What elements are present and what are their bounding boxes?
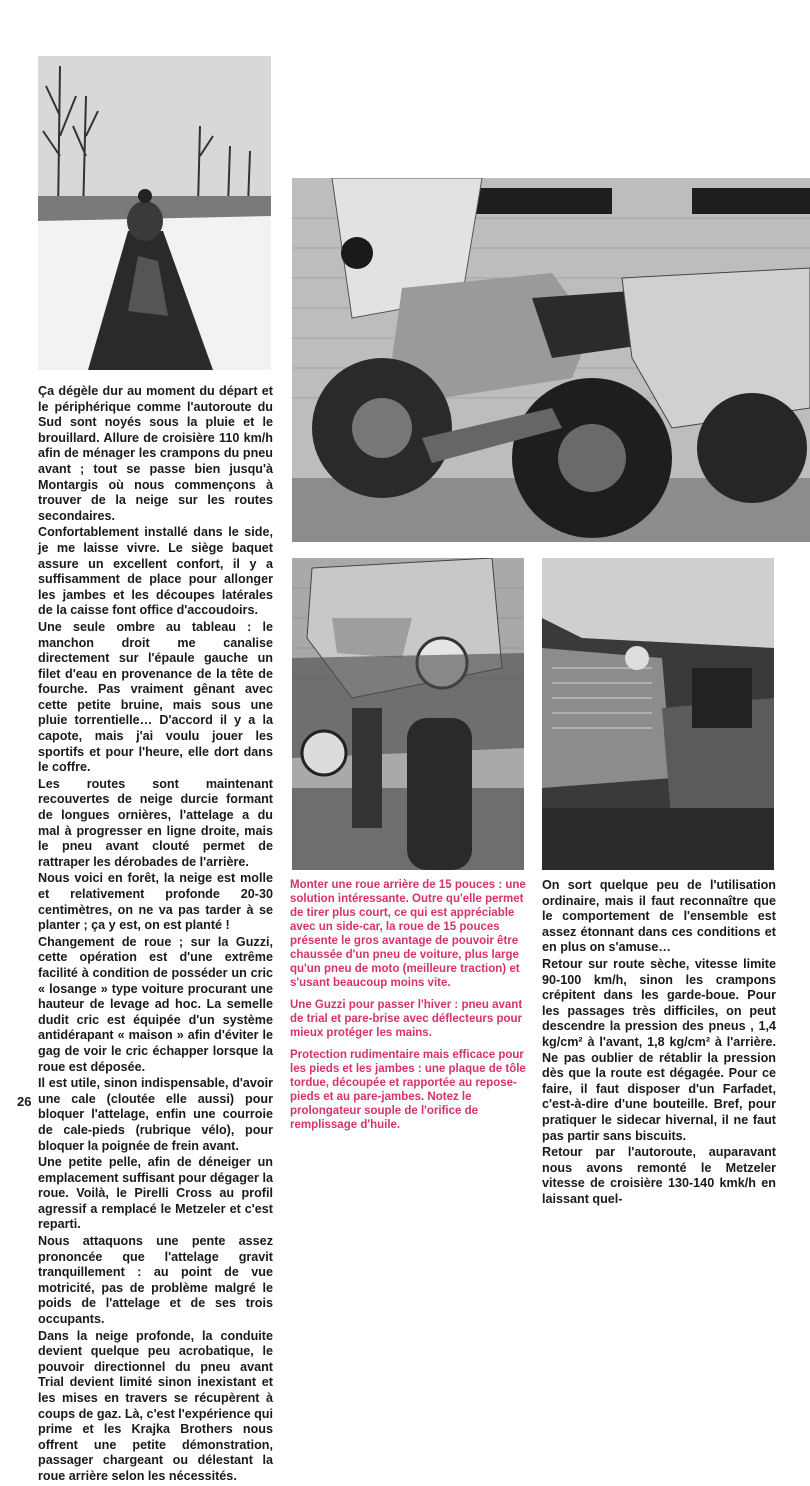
page-number: 26 [17,1094,32,1109]
caption-leg-protection: Protection rudimentaire mais efficace pour les pieds et les jambes : une plaque de tôle tordue, découpée et rapportée au repose-pieds et au pare-jambes. Notez le prolongateur souple de l'orifice de remplissage d'huile. [290,1049,526,1131]
photo-guzzi-engine [542,558,774,870]
left-text-column [38,384,273,1486]
paragraph: Nous voici en forêt, la neige est molle et relativement profonde 20-30 centimètres, on ne va pas tarder à se planter ; ça y est, on est planté ! [38,871,273,933]
photo-captions [290,878,526,1140]
photo-snow-road [38,56,271,370]
photo-guzzi-front [292,558,524,870]
right-text-column [542,878,776,1208]
paragraph: Changement de roue ; sur la Guzzi, cette opération est d'une extrême facilité à condition de posséder un cric « losange » type voiture procurant une hauteur de levage ad hoc. La semelle dudit cric est équipée d'un système antidérapant « maison » afin d'éviter le gag de voir le cric échapper lorsque la roue est déposée. [38,934,273,1074]
paragraph: Nous attaquons une pente assez prononcée que l'attelage gravit tranquillement : au point de vue motricité, pas de problème malgré le poids de l'attelage et de ses trois occupants. [38,1234,273,1327]
caption-rear-wheel: Monter une roue arrière de 15 pouces : une solution intéressante. Outre qu'elle permet de tirer plus court, ce qui est appréciable avec un side-car, la roue de 15 pouces présente le gros avantage de pouvoir être chaussée d'un pneu de voiture, plus large qu'un pneu de moto (meilleure traction) et s'usant beaucoup moins vite. [290,879,526,989]
paragraph: Ça dégèle dur au moment du départ et le périphérique comme l'autoroute du Sud sont noyés sous la pluie et le brouillard. Allure de croisière 110 km/h afin de ménager les crampons du pneu avant ; tout se passe bien jusqu'à Montargis où nous commençons à trouver de la neige sur les routes secondaires. [38,384,273,523]
paragraph: Les routes sont maintenant recouvertes de neige durcie formant de longues ornières, l'attelage a du mal à progresser en ligne droite, mais le pneu avant clouté permet de rattraper les dérobades de l'arrière. [38,776,273,869]
caption-winter-guzzi: Une Guzzi pour passer l'hiver : pneu avant de trial et pare-brise avec déflecteurs pour mieux protéger les mains. [290,999,523,1039]
paragraph: Dans la neige profonde, la conduite devient quelque peu acrobatique, le pouvoir directionnel du pneu avant Trial devient limité sinon inexistant et les mises en travers se récupèrent à coups de gaz. Là, c'est l'expérience qui prime et les Krajka Brothers nous offrent une petite démonstration, passager chargeant ou délestant la roue arrière selon les nécessités. [38,1328,273,1483]
paragraph: Retour sur route sèche, vitesse limite 90-100 km/h, sinon les crampons crépitent dans les garde-boue. Pour les passages très difficiles, on peut descendre la pression des pneus , 1,4 kg/cm² à l'avant, 1,8 kg/cm² à l'arrière. Ne pas oublier de rétablir la pression dès que la route est dégagée. Pour ce faire, il faut disposer d'un Farfadet, c'est-à-dire d'une bouteille. Bref, pour pratiquer le sidecar hivernal, il ne faut pas partir sans biscuits. [542,956,776,1143]
paragraph: Il est utile, sinon indispensable, d'avoir une cale (cloutée elle aussi) pour bloquer l'attelage, enfin une courroie de cale-pieds (rubrique vélo), pour bloquer la poignée de frein avant. [38,1076,273,1153]
paragraph: On sort quelque peu de l'utilisation ordinaire, mais il faut reconnaître que le comportement de l'ensemble est assez étonnant dans ces conditions et en plus on s'amuse… [542,878,776,955]
paragraph: Une seule ombre au tableau : le manchon droit me canalise directement sur l'épaule gauche un filet d'eau en provenance de la tête de fourche. Pas vraiment gênant avec cette petite bruine, mais sous une pluie torrentielle… D'accord il y a la capote, mais j'ai voulu jouer les sportifs et pour l'heure, elle dort dans le coffre. [38,619,273,775]
paragraph: Une petite pelle, afin de déneiger un emplacement suffisant pour dégager la roue. Voilà, le Pirelli Cross au profil agressif a remplacé le Metzeler et c'est reparti. [38,1155,273,1232]
paragraph: Confortablement installé dans le side, je me laisse vivre. Le siège baquet assure un excellent confort, il y a suffisamment de place pour allonger les jambes et les découpes latérales de la caisse font office d'accoudoirs. [38,525,273,618]
photo-guzzi-sidecar [292,178,810,542]
paragraph: Retour par l'autoroute, auparavant nous avons remonté le Metzeler vitesse de croisière 130-140 kmk/h en laissant quel- [542,1145,776,1206]
